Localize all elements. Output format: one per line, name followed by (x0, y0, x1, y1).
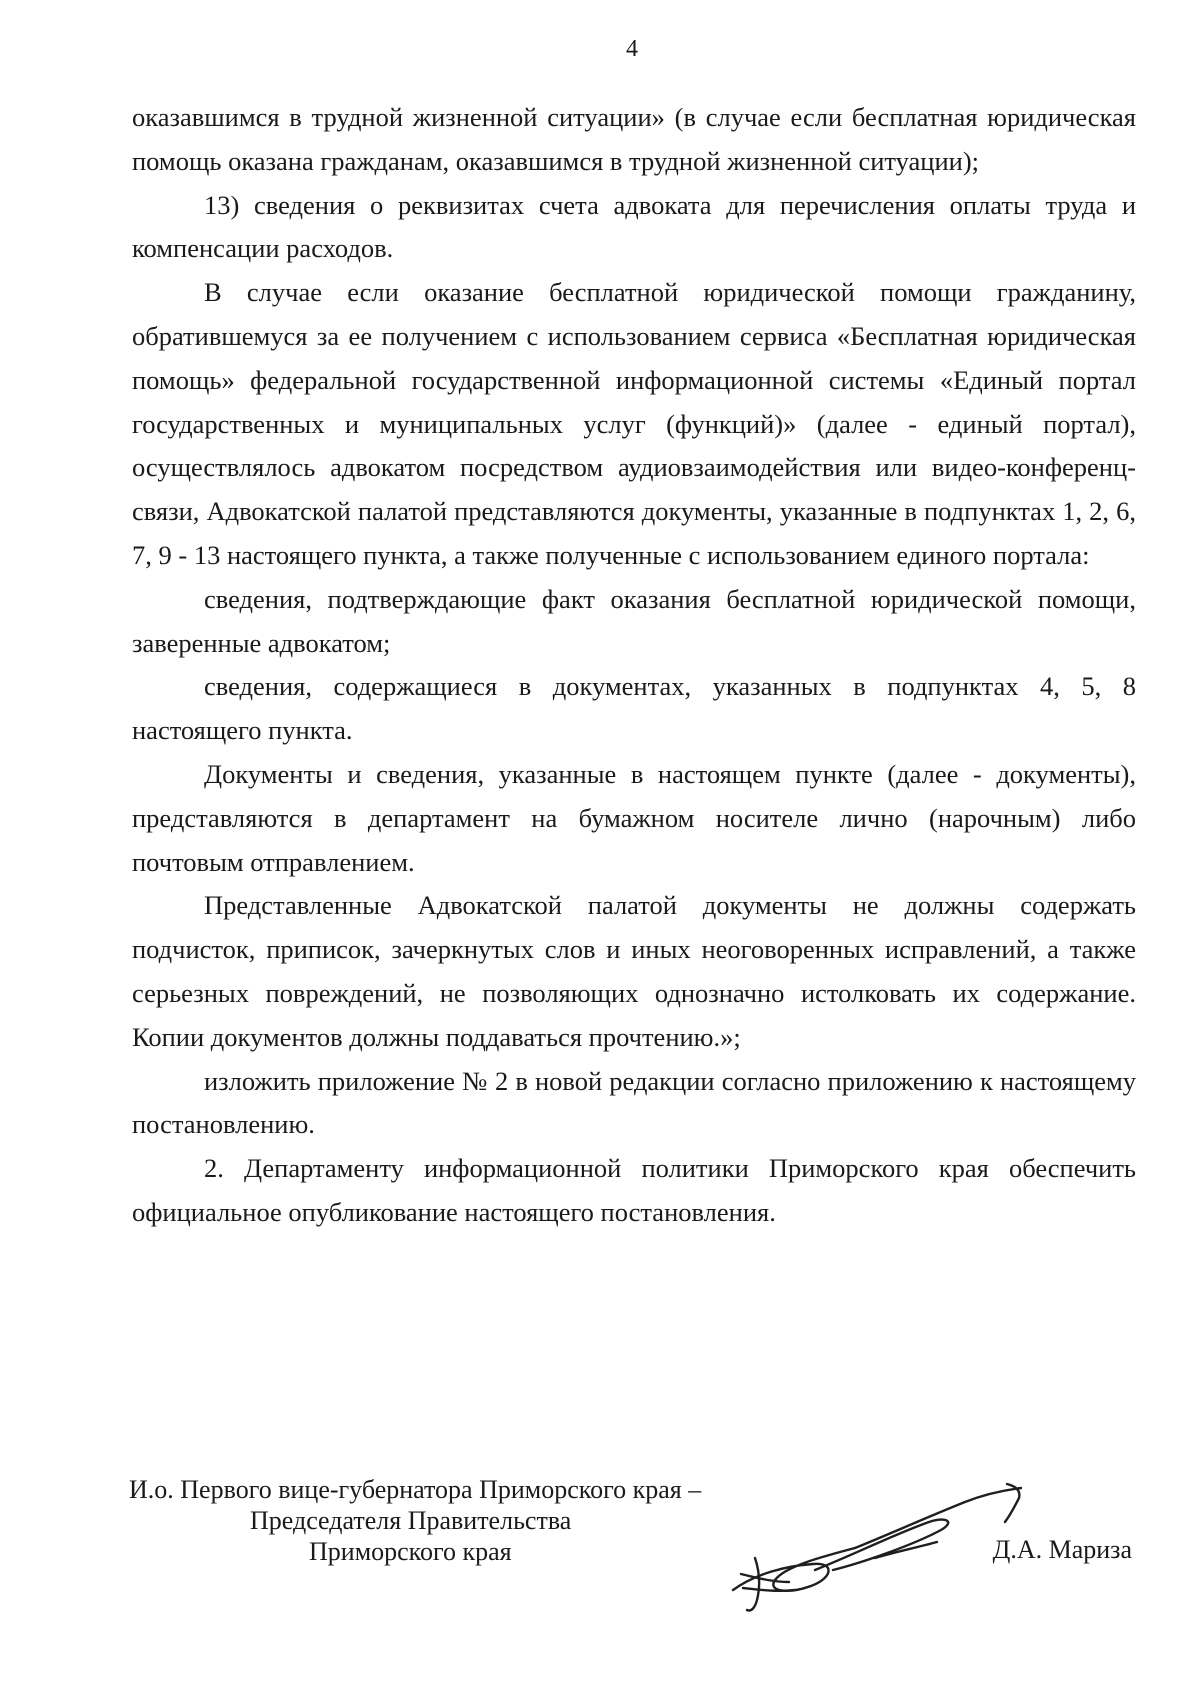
page-number: 4 (626, 36, 638, 62)
handwritten-signature (715, 1478, 1035, 1618)
paragraph-documents-info: сведения, содержащиеся в документах, указанных в подпунктах 4, 5, 8 настоящего пункта. (132, 671, 1136, 746)
paragraph-appendix: изложить приложение № 2 в новой редакции согласно приложению к настоящему постановлению. (132, 1065, 1136, 1140)
signatory-title-line-1: И.о. Первого вице-губернатора Приморского края – (129, 1475, 702, 1504)
paragraph-requirements: Представленные Адвокатской палатой документы не должны содержать подчисток, приписок, зачеркнутых слов и иных неоговоренных исправлений, а также серьезных повреждений, не позволяющих однозначно истолковать их содержание. Копии документов должны поддаваться прочтению.»; (132, 890, 1136, 1052)
paragraph-submission: Документы и сведения, указанные в настоящем пункте (далее - документы), представляются в департамент на бумажном носителе лично (нарочным) либо почтовым отправлением. (132, 758, 1136, 877)
paragraph-continuation: оказавшимся в трудной жизненной ситуации» (в случае если бесплатная юридическая помощь оказана гражданам, оказавшимся в трудной жизненной ситуации); (132, 102, 1136, 176)
paragraph-item-13: 13) сведения о реквизитах счета адвоката для перечисления оплаты труда и компенсации расходов. (132, 189, 1136, 264)
signatory-title-line-3: Приморского края (309, 1537, 512, 1566)
paragraph-unified-portal: В случае если оказание бесплатной юридической помощи гражданину, обратившемуся за ее получением с использованием сервиса «Бесплатная юридическая помощь» федеральной государственной информационной системы «Единый портал государственных и муниципальных услуг (функций)» (далее - единый портал), осуществлялось адвокатом посредством аудиовзаимодействия или видео-конференц-связи, Адвокатской палатой представляются документы, указанные в подпунктах 1, 2, 6, 7, 9 - 13 настоящего пункта, а также полученные с использованием единого портала: (132, 277, 1136, 570)
paragraph-publication: 2. Департаменту информационной политики Приморского края обеспечить официальное опубликование настоящего постановления. (132, 1153, 1136, 1227)
document-body (132, 96, 1136, 1235)
signatory-title-line-2: Председателя Правительства (250, 1506, 572, 1535)
paragraph-confirming-info: сведения, подтверждающие факт оказания бесплатной юридической помощи, заверенные адвокатом; (132, 583, 1136, 658)
signatory-name: Д.А. Мариза (992, 1535, 1132, 1564)
